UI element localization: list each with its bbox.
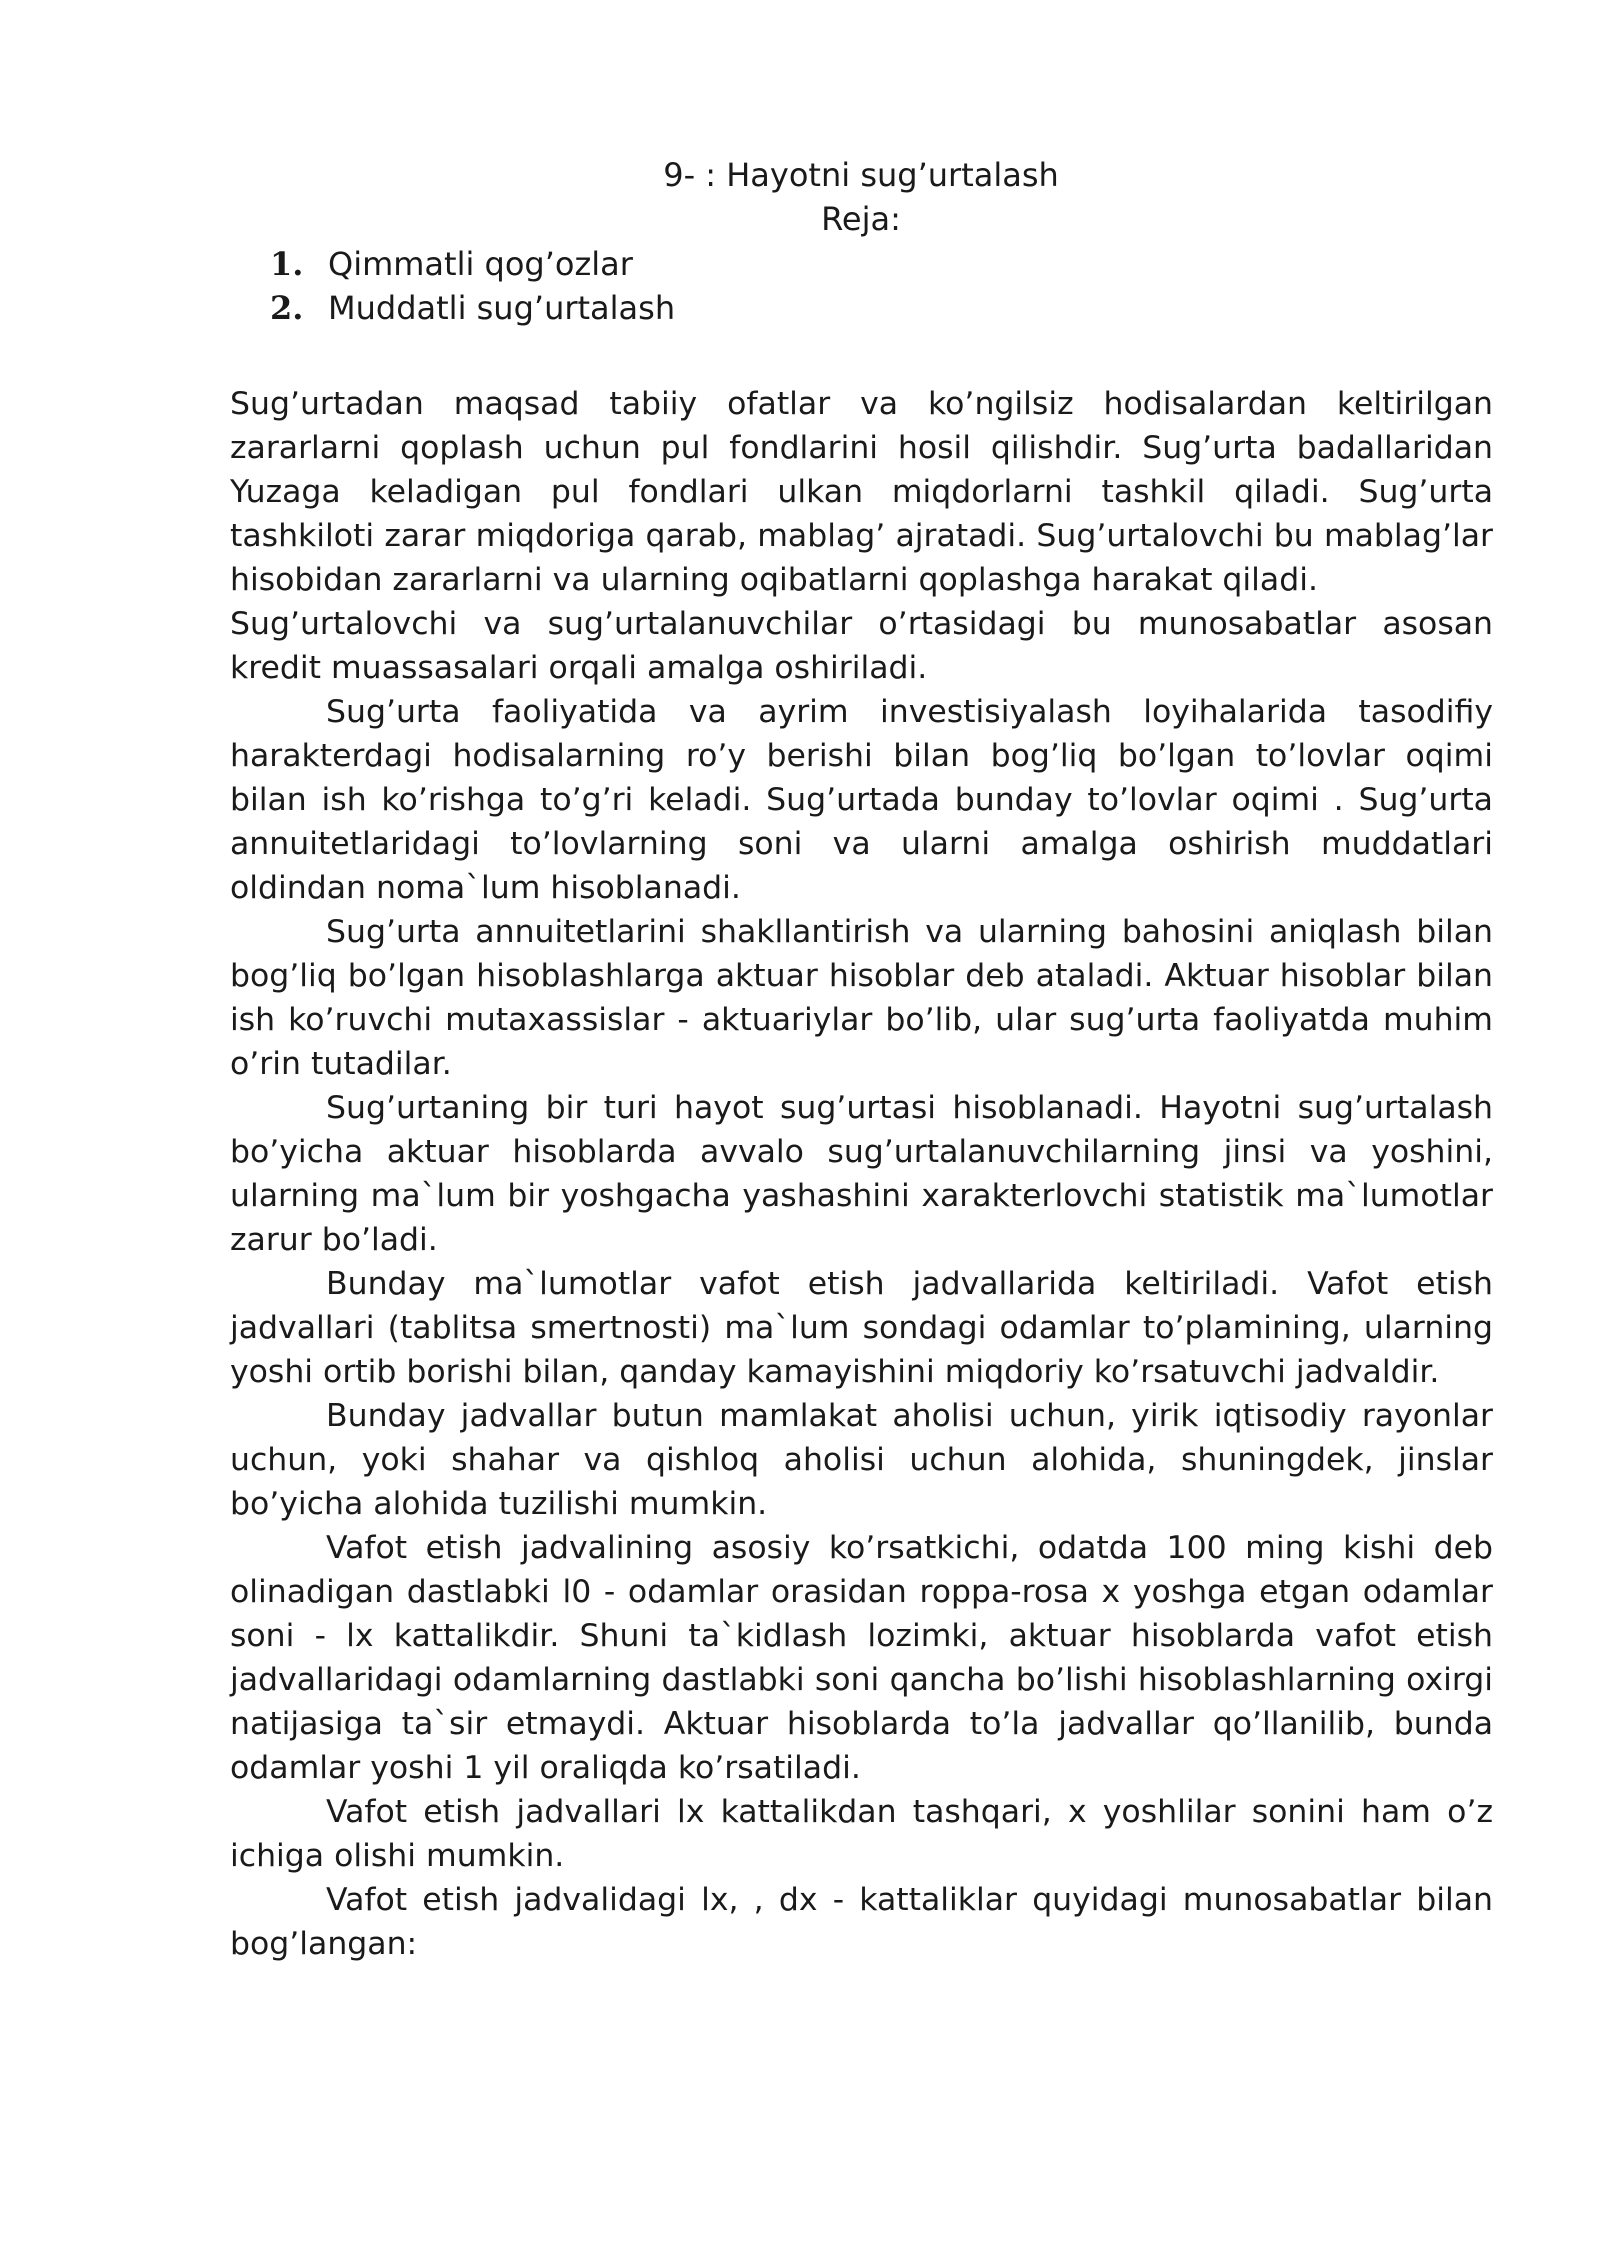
document-subtitle: Reja: (821, 200, 901, 238)
paragraph: Sug’urtaning bir turi hayot sug’urtasi hisoblanadi. Hayotni sug’urtalash bo’yicha aktuar hisoblarda avvalo sug’urtalanuvchilarning jinsi va yoshini, ularning ma`lum bir yoshgacha yashashini xarakterlovchi statistik ma`lumotlar zarur bo’ladi. (230, 1090, 1493, 1258)
plan-item-text: Muddatli sug’urtalash (328, 289, 676, 327)
paragraph: Vafot etish jadvalidagi lx, , dx - kattaliklar quyidagi munosabatlar bilan bog’langan: (230, 1882, 1493, 1962)
plan-list (270, 242, 675, 330)
plan-item-text: Qimmatli qog’ozlar (328, 245, 633, 283)
paragraph: Bunday jadvallar butun mamlakat aholisi uchun, yirik iqtisodiy rayonlar uchun, yoki shahar va qishloq aholisi uchun alohida, shuningdek, jinslar bo’yicha alohida tuzilishi mumkin. (230, 1398, 1493, 1522)
paragraph: Vafot etish jadvallari lx kattalikdan tashqari, x yoshlilar sonini ham o’z ichiga olishi mumkin. (230, 1794, 1493, 1874)
paragraph: Vafot etish jadvalining asosiy ko’rsatkichi, odatda 100 ming kishi deb olinadigan dastlabki l0 - odamlar orasidan roppa-rosa x yoshga etgan odamlar soni - lx kattalikdir. Shuni ta`kidlash lozimki, aktuar hisoblarda vafot etish jadvallaridagi odamlarning dastlabki soni qancha bo’lishi hisoblashlarning oxirgi natijasiga ta`sir etmaydi. Aktuar hisoblarda to’la jadvallar qo’llanilib, bunda odamlar yoshi 1 yil oraliqda ko’rsatiladi. (230, 1530, 1493, 1786)
paragraph: Sug’urta annuitetlarini shakllantirish va ularning bahosini aniqlash bilan bog’liq bo’lgan hisoblashlarga aktuar hisoblar deb ataladi. Aktuar hisoblar bilan ish ko’ruvchi mutaxassislar - aktuariylar bo’lib, ular sug’urta faoliyatda muhim o’rin tutadilar. (230, 914, 1493, 1082)
paragraph: Sug’urtadan maqsad tabiiy ofatlar va ko’ngilsiz hodisalardan keltirilgan zararlarni qoplash uchun pul fondlarini hosil qilishdir. Sug’urta badallaridan Yuzaga keladigan pul fondlari ulkan miqdorlarni tashkil qiladi. Sug’urta tashkiloti zarar miqdoriga qarab, mablag’ ajratadi. Sug’urtalovchi bu mablag’lar hisobidan zararlarni va ularning oqibatlarni qoplashga harakat qiladi. (230, 386, 1493, 598)
plan-item-number: 2. (270, 289, 304, 327)
paragraph: Sug’urta faoliyatida va ayrim investisiyalash loyihalarida tasodifiy harakterdagi hodisalarning ro’y berishi bilan bog’liq bo’lgan to’lovlar oqimi bilan ish ko’rishga to’g’ri keladi. Sug’urtada bunday to’lovlar oqimi . Sug’urta annuitetlaridagi to’lovlarning soni va ularni amalga oshirish muddatlari oldindan noma`lum hisoblanadi. (230, 694, 1493, 906)
plan-item-number: 1. (270, 245, 304, 283)
paragraph: Bunday ma`lumotlar vafot etish jadvallarida keltiriladi. Vafot etish jadvallari (tablitsa smertnosti) ma`lum sondagi odamlar to’plamining, ularning yoshi ortib borishi bilan, qanday kamayishini miqdoriy ko’rsatuvchi jadvaldir. (230, 1266, 1493, 1390)
document-body (230, 382, 1493, 1966)
plan-item (270, 242, 675, 286)
document-title: 9- : Hayotni sug’urtalash (663, 156, 1059, 194)
paragraph: Sug’urtalovchi va sug’urtalanuvchilar o’rtasidagi bu munosabatlar asosan kredit muassasalari orqali amalga oshiriladi. (230, 606, 1493, 686)
plan-item (270, 286, 675, 330)
